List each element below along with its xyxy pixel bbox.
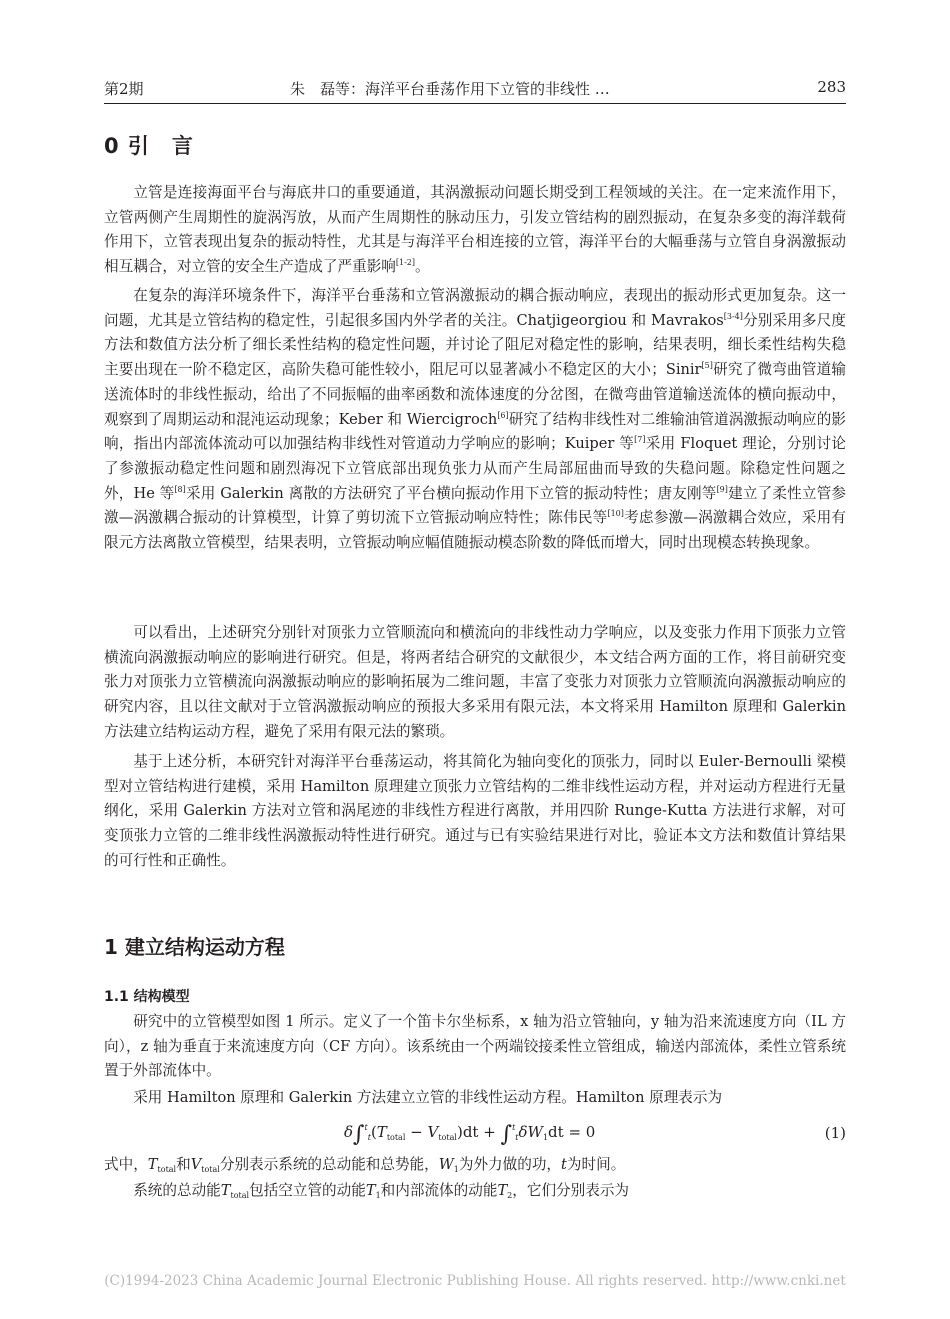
section-title-introduction: 0 引 言 — [104, 134, 194, 158]
paragraph-text: 研究了微弯曲管道输送流体时的非线性振动，给出了不同振幅的曲率函数和流体速度的分岔图，在微弯曲管道输送流体的横向振动中，观察到了周期运动和混沌运动现象；Keber 和 Wiercigroch — [104, 361, 846, 428]
paragraph: 可以看出，上述研究分别针对顶张力立管顺流向和横流向的非线性动力学响应，以及变张力作用下顶张力立管横流向涡激振动响应的影响进行研究。但是，将两者结合研究的文献很少，本文结合两方面的工作，将目前研究变张力对顶张力立管横流向涡激振动响应的影响拓展为二维问题，丰富了变张力对顶张力立管顺流向涡激振动响应的研究内容，且以往文献对于立管涡激振动响应的预报大多采用有限元法，本文将采用 Hamilton 原理和 Galerkin 方法建立结构运动方程，避免了采用有限元法的繁琐。 — [104, 624, 846, 740]
paragraph: 式中，$T_{total}$和$V_{total}$分别表示系统的总动能和总势能，$W_1$为外力做的功，t为时间。 — [104, 1156, 626, 1174]
citation-link[interactable]: [7] — [634, 435, 646, 445]
paragraph: 基于上述分析，本研究针对海洋平台垂荡运动，将其简化为轴向变化的顶张力，同时以 Euler-Bernoulli 梁模型对立管结构进行建模，采用 Hamilton 原理建立顶张力立管结构的二维非线性运动方程，并对运动方程进行无量纲化，采用 Galerkin 方法对立管和涡尾迹的非线性方程进行离散，并用四阶 Runge-Kutta 方法进行求解，对可变顶张力立管的二维非线性涡激振动特性进行研究。通过与已有实验结果进行对比，验证本文方法和数值计算结果的可行性和正确性。 — [104, 753, 846, 869]
paragraph-text: 研究了结构非线性对二维输油管道涡激振动响应的影响，指出内部流体流动可以加强结构非线性对管道动力学响应的影响；Kuiper 等 — [104, 410, 846, 453]
integral-sign: ∫ — [353, 1122, 365, 1147]
paragraph: 研究中的立管模型如图 1 所示。定义了一个笛卡尔坐标系，x 轴为沿立管轴向，y 轴为沿来流速度方向（IL 方向），z 轴为垂直于来流速度方向（CF 方向）。该系统由一个两端铰接柔性立管组成，输送内部流体，柔性立管系统置于外部流体中。 — [104, 1013, 846, 1080]
citation-link[interactable]: [1-2] — [395, 258, 416, 268]
section-title-structural-equations: 1 建立结构运动方程 — [104, 935, 285, 959]
paragraph-text: 采用 Galerkin 离散的方法研究了平台横向振动作用下立管的振动特性；唐友刚等 — [185, 484, 717, 502]
page-number: 283 — [817, 78, 846, 96]
paragraph-text: 。 — [415, 258, 430, 276]
paragraph-text: 立管是连接海面平台与海底井口的重要通道，其涡激振动问题长期受到工程领域的关注。在一定来流作用下，立管两侧产生周期性的旋涡泻放，从而产生周期性的脉动压力，引发立管结构的剧烈振动，在复杂多变的海洋载荷作用下，立管表现出复杂的振动特性，尤其是与海洋平台相连接的立管，海洋平台的大幅垂荡与立管自身涡激振动相互耦合，对立管的安全生产造成了严重影响 — [104, 184, 846, 276]
paragraph-text: 考虑参激—涡激耦合效应，采用有限元方法离散立管模型，结果表明，立管振动响应幅值随振动模态阶数的降低而增大，同时出现模态转换现象。 — [104, 509, 846, 552]
citation-link[interactable]: [3-4] — [723, 311, 743, 321]
equation-body: $\delta\int^t_t(T_{total} - V_{total})dt + \int^t_t\delta W_1dt = 0$ — [344, 1122, 596, 1147]
paragraph — [104, 181, 846, 280]
subsection-title-structural-model: 1.1 结构模型 — [104, 989, 190, 1005]
citation-link[interactable]: [9] — [716, 484, 728, 494]
copyright-footer: (C)1994-2023 China Academic Journal Electronic Publishing House. All rights reserved. http://www.cnki.net — [104, 1273, 846, 1289]
equation-number: (1) — [824, 1124, 846, 1142]
citation-link[interactable]: [8] — [174, 484, 186, 494]
citation-link[interactable]: [5] — [701, 361, 713, 371]
paragraph: 采用 Hamilton 原理和 Galerkin 方法建立立管的非线性运动方程。Hamilton 原理表示为 — [133, 1089, 723, 1106]
paragraph — [104, 284, 846, 556]
paragraph-text: 建立了柔性立管参激—涡激耦合振动的计算模型，计算了剪切流下立管振动响应特性；陈伟民等 — [104, 484, 846, 527]
paragraph: 系统的总动能$T_{total}$包括空立管的动能$T_1$和内部流体的动能$T_2$，它们分别表示为 — [133, 1182, 630, 1200]
paragraph-text: 在复杂的海洋环境条件下，海洋平台垂荡和立管涡激振动的耦合振动响应，表现出的振动形式更加复杂。这一问题，尤其是立管结构的稳定性，引起很多国内外学者的关注。Chatjigeorgiou 和 Mavrakos — [104, 287, 846, 329]
equation-1 — [104, 1118, 846, 1150]
issue-number: 第2期 — [104, 80, 144, 98]
integral-sign: ∫ — [500, 1122, 513, 1147]
citation-link[interactable]: [6] — [497, 410, 509, 420]
header-rule — [104, 103, 846, 104]
paragraph-text: 采用 Floquet 理论，分别讨论了参激振动稳定性问题和剧烈海况下立管底部出现负张力从而产生局部屈曲而导致的失稳问题。除稳定性问题之外，He 等 — [104, 435, 846, 502]
running-header — [104, 74, 846, 104]
citation-link[interactable]: [10] — [607, 509, 624, 519]
running-title: 朱 磊等：海洋平台垂荡作用下立管的非线性 … — [290, 80, 610, 98]
paragraph-text: 分别采用多尺度方法和数值方法分析了细长柔性结构的稳定性问题，并讨论了阻尼对稳定性的影响，结果表明，细长柔性结构失稳主要出现在一阶不稳定区，高阶失稳可能性较小，阻尼可以显著减小不稳定区的大小；Sinir — [104, 311, 846, 379]
